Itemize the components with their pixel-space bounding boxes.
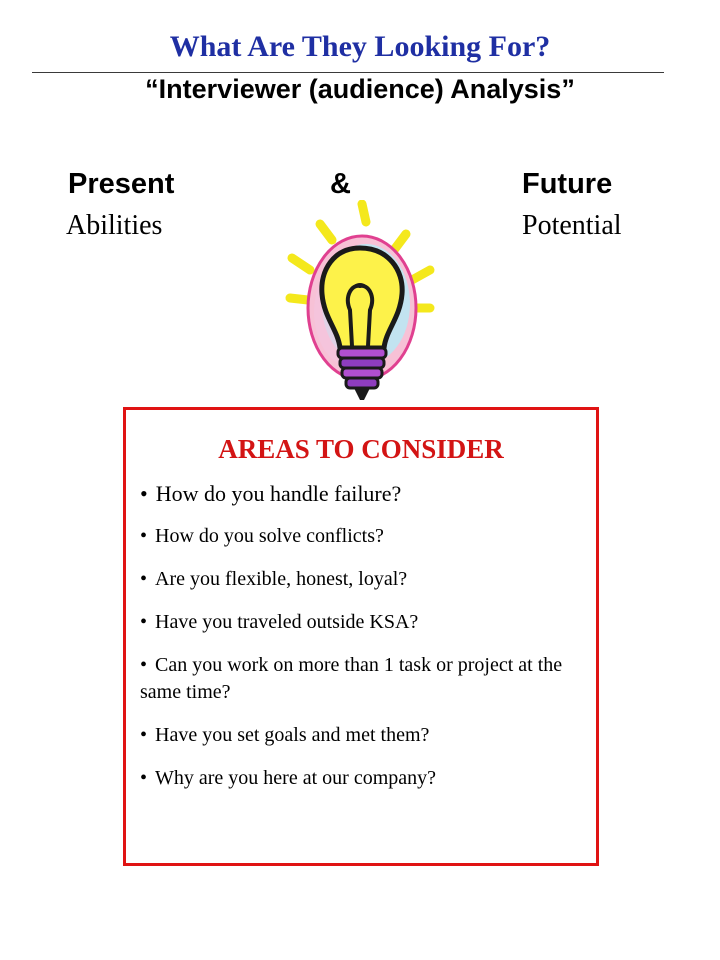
title-divider [32,72,664,73]
lightbulb-icon [280,200,440,410]
list-item: • Are you flexible, honest, loyal? [140,568,408,590]
areas-title: AREAS TO CONSIDER [218,434,504,464]
list-item: • How do you handle failure? [140,481,402,506]
ampersand-heading: & [330,168,351,200]
list-item: • Why are you here at our company? [140,767,437,789]
future-heading: Future [522,168,613,200]
abilities-label: Abilities [66,210,163,241]
page-subtitle: “Interviewer (audience) Analysis” [145,74,575,104]
areas-list [140,480,580,808]
page-title: What Are They Looking For? [169,30,551,63]
list-item: • How do you solve conflicts? [140,525,384,547]
areas-to-consider-box [123,407,599,866]
list-item: • Have you set goals and met them? [140,724,430,746]
potential-label: Potential [522,210,622,241]
list-item: • Can you work on more than 1 task or project at the same time? [140,654,563,703]
present-heading: Present [68,168,175,200]
list-item: • Have you traveled outside KSA? [140,611,419,633]
